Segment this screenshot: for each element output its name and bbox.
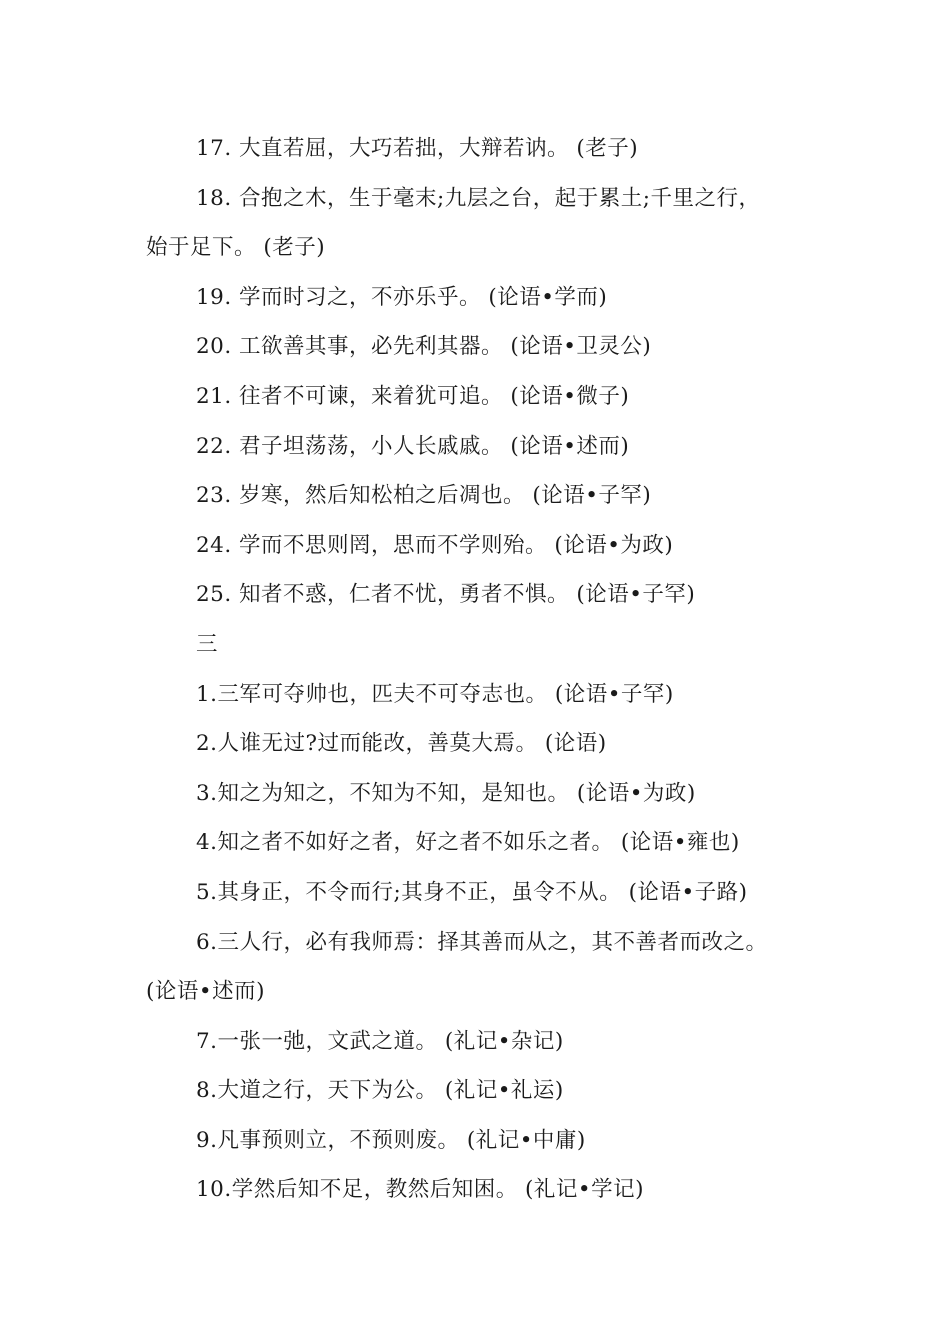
quote-line: 1.三军可夺帅也，匹夫不可夺志也。 (论语•子罕) (196, 681, 674, 707)
quote-line: 7.一张一弛，文武之道。 (礼记•杂记) (196, 1028, 564, 1054)
quote-line: 5.其身正，不令而行;其身不正，虽令不从。 (论语•子路) (196, 879, 748, 905)
section-heading: 三 (196, 631, 219, 657)
quote-line: 4.知之者不如好之者，好之者不如乐之者。 (论语•雍也) (196, 830, 740, 856)
quote-line-continuation: (论语•述而) (146, 979, 265, 1005)
quote-line: 8.大道之行，天下为公。 (礼记•礼运) (196, 1078, 564, 1104)
quote-line: 3.知之为知之，不知为不知，是知也。 (论语•为政) (196, 780, 696, 806)
quote-line: 6.三人行，必有我师焉：择其善而从之，其不善者而改之。 (196, 929, 768, 955)
document-body (146, 124, 826, 1215)
quote-line: 22. 君子坦荡荡，小人长戚戚。 (论语•述而) (196, 433, 630, 459)
quote-line: 2.人谁无过?过而能改，善莫大焉。 (论语) (196, 731, 607, 757)
quote-line: 18. 合抱之木，生于毫末;九层之台，起于累土;千里之行， (196, 185, 761, 211)
quote-line: 17. 大直若屈，大巧若拙，大辩若讷。 (老子) (196, 136, 639, 161)
quote-line: 25. 知者不惑，仁者不忧，勇者不惧。 (论语•子罕) (196, 582, 696, 608)
quote-line: 19. 学而时习之，不亦乐乎。 (论语•学而) (196, 284, 608, 310)
quote-line: 21. 往者不可谏，来着犹可追。 (论语•微子) (196, 383, 630, 409)
quote-line: 9.凡事预则立，不预则废。 (礼记•中庸) (196, 1127, 586, 1153)
quote-line: 10.学然后知不足，教然后知困。 (礼记•学记) (196, 1177, 644, 1203)
quote-line: 24. 学而不思则罔，思而不学则殆。 (论语•为政) (196, 532, 674, 558)
quote-line: 23. 岁寒，然后知松柏之后凋也。 (论语•子罕) (196, 483, 652, 509)
quote-line-continuation: 始于足下。 (老子) (146, 235, 326, 261)
quote-line: 20. 工欲善其事，必先利其器。 (论语•卫灵公) (196, 334, 652, 360)
